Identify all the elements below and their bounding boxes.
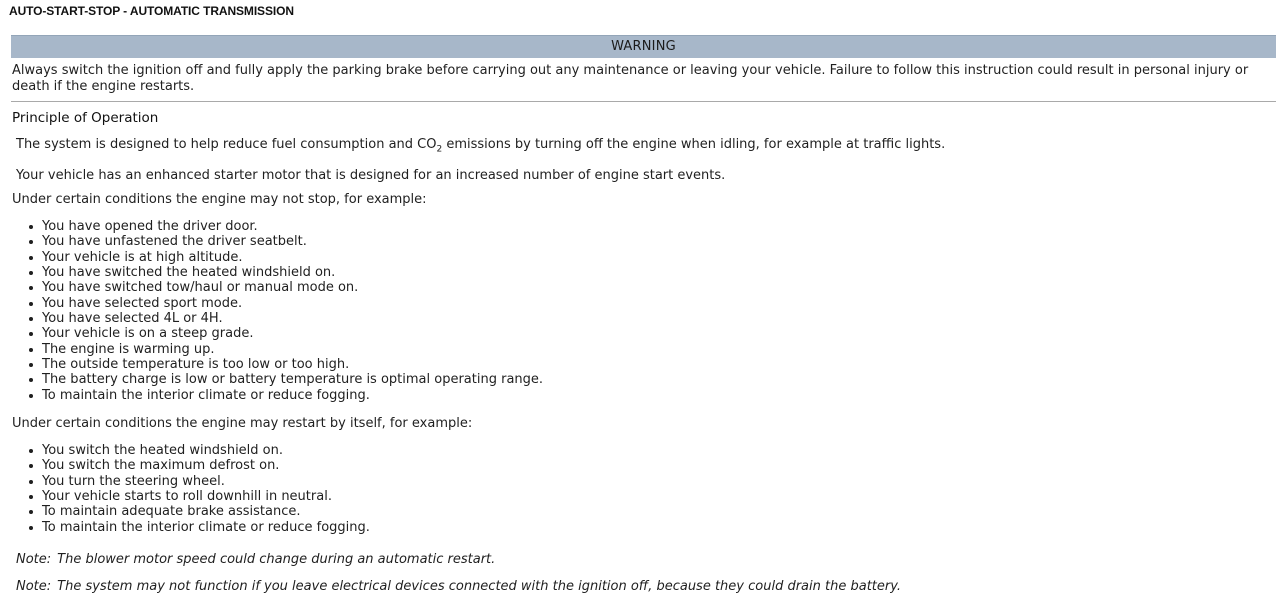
list-item (12, 458, 370, 473)
list-item-text: Your vehicle is on a steep grade. (42, 326, 254, 342)
warning-box (11, 35, 1276, 102)
principle-paragraph-1 (16, 137, 945, 155)
bullet-icon (29, 510, 33, 514)
list-item-text: You turn the steering wheel. (42, 473, 225, 489)
list-item-text: You have unfastened the driver seatbelt. (42, 234, 307, 250)
note-2 (16, 579, 901, 594)
bullet-icon (29, 225, 33, 229)
list-item-text: To maintain the interior climate or reduce fogging. (42, 519, 370, 535)
bullet-icon (29, 378, 33, 382)
bullet-icon (29, 256, 33, 260)
bullet-icon (29, 495, 33, 499)
list-item (12, 296, 543, 311)
restart-list (12, 443, 370, 535)
bullet-icon (29, 526, 33, 530)
list-item (12, 388, 543, 403)
list-item (12, 250, 543, 265)
list-item-text: You switch the heated windshield on. (42, 443, 284, 458)
list-item (12, 342, 543, 357)
list-item (12, 357, 543, 372)
bullet-icon (29, 348, 33, 352)
bullet-icon (29, 317, 33, 321)
list-item-text: The outside temperature is too low or too high. (42, 357, 350, 373)
list-item-text: To maintain adequate brake assistance. (42, 504, 301, 520)
note-label: Note: (16, 552, 52, 567)
principle-paragraph-2: Your vehicle has an enhanced starter motor that is designed for an increased number of engine start events. (16, 168, 726, 183)
list-item (12, 280, 543, 295)
bullet-icon (29, 240, 33, 244)
list-item (12, 326, 543, 341)
principle-text-before: The system is designed to help reduce fuel consumption and CO (16, 137, 437, 152)
note-text: The system may not function if you leave electrical devices connected with the ignition off, because they could drain the battery. (57, 579, 902, 594)
list-item-text: Your vehicle starts to roll downhill in neutral. (42, 489, 332, 505)
principle-text-after: emissions by turning off the engine when idling, for example at traffic lights. (442, 137, 946, 152)
list-item (12, 474, 370, 489)
bullet-icon (29, 363, 33, 367)
bullet-icon (29, 464, 33, 468)
list-item-text: You have switched the heated windshield on. (42, 265, 336, 281)
list-item-text: The engine is warming up. (42, 341, 215, 357)
no-stop-list (12, 219, 543, 403)
list-item-text: You have selected sport mode. (42, 295, 243, 311)
list-item-text: You switch the maximum defrost on. (42, 458, 280, 474)
note-text: The blower motor speed could change during an automatic restart. (57, 552, 496, 567)
list-item (12, 372, 543, 387)
list-item-text: The battery charge is low or battery temperature is optimal operating range. (42, 372, 544, 388)
list-item (12, 489, 370, 504)
bullet-icon (29, 302, 33, 306)
note-label: Note: (16, 579, 52, 594)
section-heading: Principle of Operation (12, 110, 159, 126)
list-item (12, 265, 543, 280)
list-item (12, 443, 370, 458)
list-item (12, 234, 543, 249)
list-item (12, 311, 543, 326)
list-item-text: Your vehicle is at high altitude. (42, 249, 243, 265)
list-item-text: You have selected 4L or 4H. (42, 311, 223, 327)
list-item-text: You have opened the driver door. (42, 219, 258, 234)
no-stop-intro: Under certain conditions the engine may not stop, for example: (12, 192, 427, 207)
list-item (12, 219, 543, 234)
bullet-icon (29, 286, 33, 290)
list-item (12, 504, 370, 519)
bullet-icon (29, 394, 33, 398)
list-item-text: To maintain the interior climate or reduce fogging. (42, 387, 370, 403)
co2-subscript: 2 (436, 144, 443, 155)
restart-intro: Under certain conditions the engine may restart by itself, for example: (12, 416, 473, 431)
list-item (12, 520, 370, 535)
warning-text: Always switch the ignition off and fully apply the parking brake before carrying out any maintenance or leaving your vehicle. Failure to follow this instruction could result in personal injury or death if the engine restarts. (12, 63, 1249, 94)
page-title: AUTO-START-STOP - AUTOMATIC TRANSMISSION (9, 4, 294, 18)
bullet-icon (29, 449, 33, 453)
note-1 (16, 552, 495, 567)
list-item-text: You have switched tow/haul or manual mode on. (42, 280, 359, 296)
bullet-icon (29, 480, 33, 484)
warning-header: WARNING (11, 35, 1276, 58)
bullet-icon (29, 332, 33, 336)
bullet-icon (29, 271, 33, 275)
